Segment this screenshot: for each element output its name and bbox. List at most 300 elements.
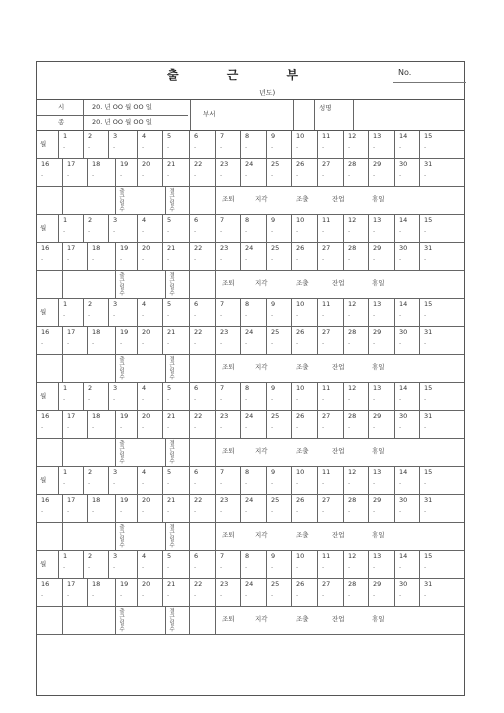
day-cell (137, 215, 162, 242)
day-number: 12 (348, 132, 357, 140)
day-cell (368, 579, 394, 606)
day-cell (394, 131, 419, 158)
day-cell (137, 131, 162, 158)
day-mark: . (424, 394, 427, 402)
day-number: 24 (245, 580, 254, 588)
day-cell (240, 383, 266, 410)
day-cell (419, 215, 466, 242)
day-cell (343, 215, 368, 242)
summary-item-label: 잔업 (332, 615, 345, 623)
day-cell (108, 383, 137, 410)
day-number: 19 (120, 328, 129, 336)
day-number: 19 (120, 160, 129, 168)
day-cell (419, 299, 466, 326)
day-number: 25 (271, 244, 280, 252)
day-number: 12 (348, 384, 357, 392)
day-cell (368, 495, 394, 522)
day-mark: . (399, 310, 402, 318)
day-number: 10 (296, 468, 305, 476)
day-mark: . (373, 254, 376, 262)
day-cell (317, 551, 343, 578)
day-number: 19 (120, 496, 129, 504)
day-mark: . (348, 142, 351, 150)
day-mark: . (424, 562, 427, 570)
day-mark: . (322, 506, 325, 514)
day-cell (317, 495, 343, 522)
day-number: 11 (322, 468, 331, 476)
day-cell (162, 131, 189, 158)
day-mark: . (63, 142, 66, 150)
day-mark: . (245, 310, 248, 318)
day-mark: . (424, 338, 427, 346)
day-number: 6 (194, 300, 199, 308)
day-mark: . (142, 310, 145, 318)
day-cell (343, 383, 368, 410)
day-mark: . (167, 590, 170, 598)
day-mark: . (399, 226, 402, 234)
day-mark: . (220, 422, 223, 430)
day-number: 7 (220, 468, 225, 476)
day-mark: . (245, 590, 248, 598)
day-number: 8 (245, 300, 250, 308)
day-mark: . (67, 338, 70, 346)
day-number: 3 (113, 216, 118, 224)
day-cell (368, 551, 394, 578)
month-cell (37, 467, 58, 494)
day-number: 4 (142, 552, 147, 560)
day-cell (108, 215, 137, 242)
day-number: 20 (142, 328, 151, 336)
day-cell (266, 131, 291, 158)
day-cell (137, 159, 162, 186)
day-mark: . (67, 506, 70, 514)
day-mark: . (348, 394, 351, 402)
day-cell (317, 131, 343, 158)
day-mark: . (88, 142, 91, 150)
day-cell (215, 243, 240, 270)
day-mark: . (296, 226, 299, 234)
day-number: 29 (373, 328, 382, 336)
day-cell (189, 327, 215, 354)
day-number: 14 (399, 384, 408, 392)
day-number: 6 (194, 216, 199, 224)
day-number: 21 (167, 244, 176, 252)
attend-days-label: 출근일수 (119, 189, 125, 213)
day-cell (137, 411, 162, 438)
day-number: 13 (373, 468, 382, 476)
day-mark: . (113, 310, 116, 318)
day-number: 7 (220, 132, 225, 140)
day-mark: . (194, 422, 197, 430)
day-number: 14 (399, 468, 408, 476)
day-cell (83, 215, 108, 242)
summary-item-label: 지각 (255, 279, 268, 287)
days-row-1 (37, 131, 464, 159)
day-number: 8 (245, 468, 250, 476)
day-mark: . (41, 170, 44, 178)
day-cell (266, 495, 291, 522)
day-cell (368, 383, 394, 410)
summary-item-label: 잔업 (332, 363, 345, 371)
summary-row (37, 355, 464, 383)
day-mark: . (296, 338, 299, 346)
day-cell (215, 131, 240, 158)
day-number: 1 (63, 384, 68, 392)
day-cell (419, 495, 466, 522)
day-mark: . (399, 254, 402, 262)
day-number: 20 (142, 244, 151, 252)
day-mark: . (348, 562, 351, 570)
day-number: 9 (271, 468, 276, 476)
end-label: 종 (58, 118, 65, 126)
day-number: 21 (167, 328, 176, 336)
day-cell (115, 159, 137, 186)
day-number: 27 (322, 496, 331, 504)
day-number: 30 (399, 160, 408, 168)
day-cell (58, 383, 83, 410)
day-mark: . (271, 142, 274, 150)
day-mark: . (399, 478, 402, 486)
day-mark: . (399, 422, 402, 430)
day-number: 26 (296, 244, 305, 252)
day-mark: . (142, 478, 145, 486)
day-mark: . (245, 562, 248, 570)
day-cell (62, 327, 87, 354)
summary-item-label: 조퇴 (222, 531, 235, 539)
day-cell (189, 495, 215, 522)
day-number: 5 (167, 216, 172, 224)
day-cell (83, 383, 108, 410)
day-mark: . (399, 506, 402, 514)
day-mark: . (271, 226, 274, 234)
attend-days-label: 출근일수 (119, 357, 125, 381)
day-mark: . (92, 506, 95, 514)
day-mark: . (271, 338, 274, 346)
day-number: 12 (348, 300, 357, 308)
day-number: 2 (88, 300, 93, 308)
day-cell (343, 411, 368, 438)
summary-item-label: 휴일 (372, 195, 385, 203)
month-label: 월 (40, 476, 47, 484)
days-row-1 (37, 551, 464, 579)
day-mark: . (271, 422, 274, 430)
day-number: 1 (63, 468, 68, 476)
day-cell (115, 495, 137, 522)
day-mark: . (142, 562, 145, 570)
day-cell (137, 383, 162, 410)
day-cell (394, 411, 419, 438)
day-cell (162, 495, 189, 522)
day-number: 18 (92, 412, 101, 420)
day-cell (266, 551, 291, 578)
day-number: 11 (322, 384, 331, 392)
day-number: 27 (322, 412, 331, 420)
day-number: 5 (167, 300, 172, 308)
day-cell (394, 243, 419, 270)
day-number: 4 (142, 132, 147, 140)
day-number: 11 (322, 216, 331, 224)
day-cell (368, 215, 394, 242)
month-cell (37, 551, 58, 578)
summary-item-label: 지각 (255, 363, 268, 371)
day-cell (394, 495, 419, 522)
day-cell (291, 467, 317, 494)
month-block (37, 551, 464, 635)
day-cell (343, 159, 368, 186)
day-number: 2 (88, 468, 93, 476)
day-mark: . (41, 338, 44, 346)
day-mark: . (322, 226, 325, 234)
day-cell (291, 551, 317, 578)
day-mark: . (142, 394, 145, 402)
day-cell (162, 467, 189, 494)
day-number: 21 (167, 160, 176, 168)
day-number: 27 (322, 580, 331, 588)
day-cell (215, 159, 240, 186)
day-number: 17 (67, 160, 76, 168)
day-mark: . (373, 226, 376, 234)
month-label: 월 (40, 392, 47, 400)
day-mark: . (63, 562, 66, 570)
day-number: 3 (113, 468, 118, 476)
days-row-2 (37, 579, 464, 607)
day-mark: . (322, 310, 325, 318)
day-mark: . (120, 338, 123, 346)
day-number: 30 (399, 244, 408, 252)
day-mark: . (88, 478, 91, 486)
day-mark: . (322, 562, 325, 570)
day-number: 30 (399, 580, 408, 588)
day-number: 7 (220, 300, 225, 308)
day-number: 16 (41, 580, 50, 588)
day-cell (266, 299, 291, 326)
day-mark: . (348, 254, 351, 262)
day-mark: . (194, 142, 197, 150)
day-cell (215, 579, 240, 606)
day-mark: . (220, 142, 223, 150)
day-number: 31 (424, 496, 433, 504)
day-mark: . (296, 422, 299, 430)
day-mark: . (296, 254, 299, 262)
month-cell (37, 215, 58, 242)
day-number: 6 (194, 132, 199, 140)
days-row-1 (37, 215, 464, 243)
day-number: 14 (399, 552, 408, 560)
day-number: 28 (348, 412, 357, 420)
day-number: 24 (245, 160, 254, 168)
day-cell (343, 467, 368, 494)
day-mark: . (296, 394, 299, 402)
day-cell (87, 411, 115, 438)
day-cell (291, 327, 317, 354)
day-mark: . (167, 226, 170, 234)
day-mark: . (245, 170, 248, 178)
day-number: 23 (220, 496, 229, 504)
day-mark: . (113, 562, 116, 570)
day-number: 8 (245, 552, 250, 560)
day-cell (162, 579, 189, 606)
day-mark: . (63, 478, 66, 486)
day-number: 3 (113, 384, 118, 392)
day-cell (419, 579, 466, 606)
day-mark: . (194, 338, 197, 346)
day-mark: . (348, 170, 351, 178)
day-mark: . (348, 478, 351, 486)
day-number: 3 (113, 300, 118, 308)
summary-item-label: 지각 (255, 195, 268, 203)
day-mark: . (194, 562, 197, 570)
day-mark: . (322, 478, 325, 486)
day-cell (62, 579, 87, 606)
day-cell (240, 495, 266, 522)
day-cell (58, 215, 83, 242)
day-number: 17 (67, 328, 76, 336)
day-cell (368, 299, 394, 326)
day-mark: . (167, 254, 170, 262)
day-cell (115, 327, 137, 354)
day-cell (266, 383, 291, 410)
day-cell (240, 579, 266, 606)
start-date: 20. 년 OO 월 OO 일 (92, 103, 152, 111)
day-cell (62, 159, 87, 186)
day-mark: . (88, 226, 91, 234)
day-cell (162, 551, 189, 578)
summary-item-label: 지각 (255, 531, 268, 539)
absent-days-label: 결근일수 (169, 609, 175, 633)
day-cell (240, 299, 266, 326)
day-cell (87, 243, 115, 270)
day-cell (62, 243, 87, 270)
day-cell (108, 131, 137, 158)
day-mark: . (220, 170, 223, 178)
day-cell (87, 327, 115, 354)
day-number: 9 (271, 132, 276, 140)
day-cell (215, 495, 240, 522)
day-cell (58, 131, 83, 158)
day-cell (189, 467, 215, 494)
day-number: 3 (113, 132, 118, 140)
day-number: 25 (271, 328, 280, 336)
day-cell (394, 299, 419, 326)
day-mark: . (296, 562, 299, 570)
day-cell (58, 551, 83, 578)
attend-days-label: 출근일수 (119, 609, 125, 633)
days-row-2 (37, 327, 464, 355)
day-mark: . (322, 170, 325, 178)
day-mark: . (245, 422, 248, 430)
day-cell (368, 159, 394, 186)
day-number: 15 (424, 552, 433, 560)
day-number: 23 (220, 244, 229, 252)
day-mark: . (296, 478, 299, 486)
day-mark: . (142, 506, 145, 514)
day-mark: . (373, 590, 376, 598)
day-number: 18 (92, 160, 101, 168)
day-number: 23 (220, 328, 229, 336)
day-cell (189, 579, 215, 606)
day-cell (291, 243, 317, 270)
day-number: 22 (194, 496, 203, 504)
day-number: 18 (92, 580, 101, 588)
day-mark: . (245, 338, 248, 346)
day-mark: . (63, 226, 66, 234)
day-number: 22 (194, 244, 203, 252)
days-row-2 (37, 411, 464, 439)
day-number: 28 (348, 328, 357, 336)
day-number: 15 (424, 384, 433, 392)
day-cell (419, 243, 466, 270)
day-mark: . (296, 142, 299, 150)
month-label: 월 (40, 140, 47, 148)
day-mark: . (220, 310, 223, 318)
day-number: 20 (142, 496, 151, 504)
summary-item-label: 조출 (296, 195, 309, 203)
day-mark: . (113, 478, 116, 486)
day-number: 7 (220, 552, 225, 560)
day-number: 5 (167, 468, 172, 476)
day-mark: . (194, 478, 197, 486)
day-cell (62, 495, 87, 522)
day-mark: . (399, 338, 402, 346)
day-cell (189, 551, 215, 578)
day-mark: . (120, 254, 123, 262)
summary-item-label: 조퇴 (222, 195, 235, 203)
day-number: 29 (373, 496, 382, 504)
day-mark: . (194, 170, 197, 178)
day-number: 6 (194, 552, 199, 560)
day-number: 10 (296, 216, 305, 224)
day-cell (189, 411, 215, 438)
day-cell (317, 299, 343, 326)
day-mark: . (322, 254, 325, 262)
summary-item-label: 조퇴 (222, 279, 235, 287)
day-mark: . (271, 254, 274, 262)
day-mark: . (373, 394, 376, 402)
start-label: 시 (58, 103, 65, 111)
day-cell (419, 159, 466, 186)
day-number: 5 (167, 384, 172, 392)
day-cell (87, 159, 115, 186)
day-cell (83, 131, 108, 158)
summary-row (37, 187, 464, 215)
day-cell (317, 215, 343, 242)
day-number: 20 (142, 580, 151, 588)
day-mark: . (271, 590, 274, 598)
day-cell (189, 131, 215, 158)
day-mark: . (373, 338, 376, 346)
day-cell (83, 299, 108, 326)
day-cell (368, 467, 394, 494)
summary-item-label: 조출 (296, 363, 309, 371)
day-mark: . (271, 170, 274, 178)
day-number: 15 (424, 216, 433, 224)
day-cell (37, 159, 62, 186)
absent-days-label: 결근일수 (169, 525, 175, 549)
day-number: 4 (142, 216, 147, 224)
day-number: 25 (271, 412, 280, 420)
day-number: 21 (167, 412, 176, 420)
day-mark: . (373, 142, 376, 150)
day-mark: . (194, 254, 197, 262)
days-row-2 (37, 495, 464, 523)
day-number: 29 (373, 412, 382, 420)
day-number: 7 (220, 384, 225, 392)
days-row-1 (37, 299, 464, 327)
day-cell (317, 243, 343, 270)
day-number: 5 (167, 552, 172, 560)
day-number: 9 (271, 552, 276, 560)
day-cell (215, 467, 240, 494)
